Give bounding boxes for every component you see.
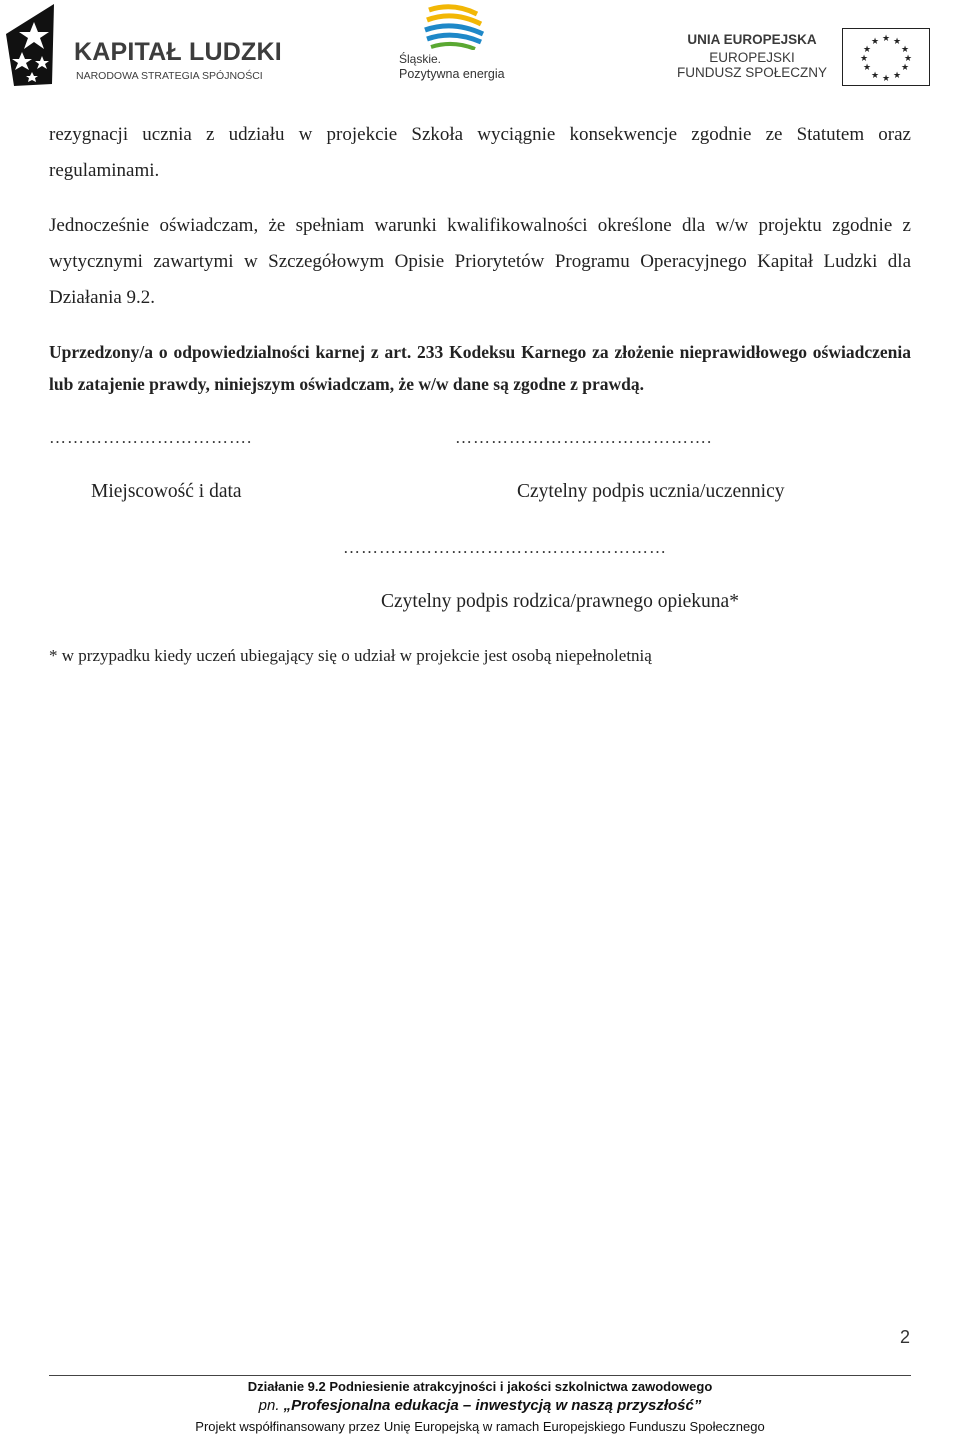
parent-signature-line: ……………………………………………… (343, 538, 667, 557)
kapital-ludzki-subtitle: NARODOWA STRATEGIA SPÓJNOŚCI (76, 70, 263, 82)
svg-text:★: ★ (859, 54, 869, 64)
paragraph-eligibility: Jednocześnie oświadczam, że spełniam warunki kwalifikowalności określone dla w/w projektu zgodnie z wytycznymi zawartymi w Szczegółowym Opisie Priorytetów Programu Operacyjnego Kapitał Ludzki dla Działania 9.2. (49, 215, 911, 308)
kapital-ludzki-logo (4, 4, 282, 86)
slaskie-tagline: Pozytywna energia (399, 67, 505, 81)
place-date-label: Miejscowość i data (91, 481, 242, 502)
kapital-ludzki-title: KAPITAŁ LUDZKI (74, 38, 282, 66)
eu-flag-icon (842, 28, 930, 86)
slaskie-wave-icon (423, 4, 489, 50)
place-date-signature-line: ……………………………. (49, 428, 253, 447)
kapital-ludzki-emblem-icon (4, 4, 68, 86)
student-signature-label: Czytelny podpis ucznia/uczennicy (517, 481, 785, 502)
svg-text:★: ★ (892, 37, 902, 47)
eu-fund-line2: FUNDUSZ SPOŁECZNY (676, 65, 828, 80)
parent-signature-label: Czytelny podpis rodzica/prawnego opiekuna* (381, 591, 739, 612)
svg-text:★: ★ (881, 34, 891, 44)
page-header (0, 0, 960, 90)
footer-cofinancing-line: Projekt współfinansowany przez Unię Europejską w ramach Europejskiego Funduszu Społecznego (195, 1419, 765, 1434)
svg-text:★: ★ (903, 54, 913, 64)
svg-text:★: ★ (900, 63, 910, 73)
slaskie-name: Śląskie. (399, 52, 442, 66)
svg-text:★: ★ (862, 45, 872, 55)
svg-text:★: ★ (881, 74, 891, 84)
footer-project-prefix: pn. (258, 1397, 280, 1414)
eu-fund-logo (676, 28, 956, 86)
footer-project-title: „Profesjonalna edukacja – inwestycją w naszą przyszłość” (283, 1397, 702, 1414)
svg-text:★: ★ (892, 71, 902, 81)
eu-fund-line1: EUROPEJSKI (709, 50, 795, 65)
svg-text:★: ★ (870, 37, 880, 47)
svg-text:★: ★ (900, 45, 910, 55)
footnote: * w przypadku kiedy uczeń ubiegający się o udział w projekcie jest osobą niepełnoletnią (49, 646, 652, 665)
paragraph-resignation: rezygnacji ucznia z udziału w projekcie Szkoła wyciągnie konsekwencje zgodnie ze Statutem oraz regulaminami. (49, 124, 911, 181)
student-signature-line: ……………………………………. (455, 428, 713, 447)
eu-title: UNIA EUROPEJSKA (687, 32, 817, 47)
footer-project-title-line (0, 1397, 960, 1414)
page-number: 2 (899, 1327, 910, 1347)
slaskie-logo (395, 4, 520, 84)
paragraph-declaration: Uprzedzony/a o odpowiedzialności karnej z art. 233 Kodeksu Karnego za złożenie nieprawidłowego oświadczenia lub zatajenie prawdy, niniejszym oświadczam, że w/w dane są zgodne z prawdą. (49, 342, 911, 394)
svg-text:★: ★ (862, 63, 872, 73)
svg-text:★: ★ (870, 71, 880, 81)
footer-divider (49, 1375, 911, 1376)
footer-action-line: Działanie 9.2 Podniesienie atrakcyjności i jakości szkolnictwa zawodowego (247, 1379, 713, 1394)
